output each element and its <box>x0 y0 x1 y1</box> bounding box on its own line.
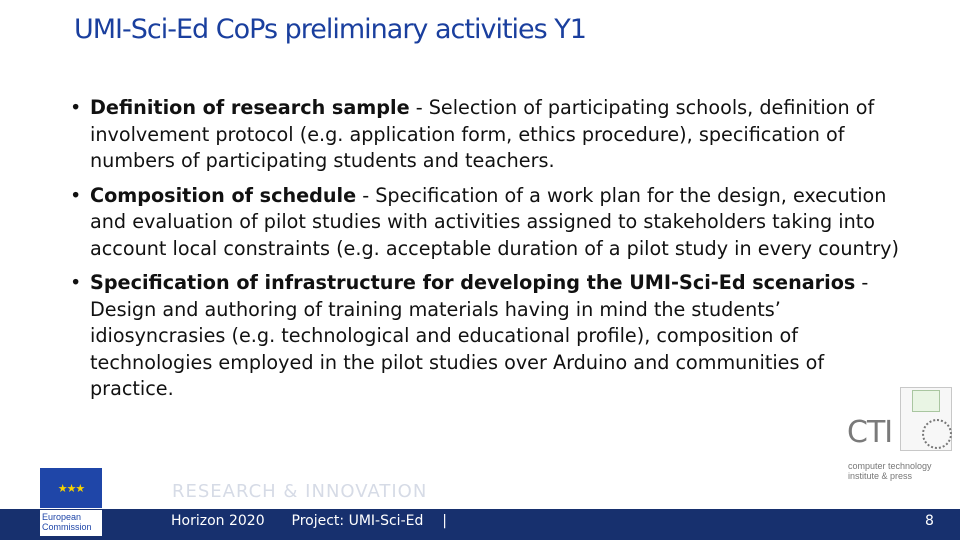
building-icon <box>912 390 940 412</box>
footer-program: Horizon 2020 <box>171 513 265 529</box>
bullet-text: - Selection of participating schools, definition of involvement protocol (e.g. application form, ethics procedure), specification of numbers of participating students and teachers. <box>90 96 875 172</box>
bullet-heading: Specification of infrastructure for developing the UMI-Sci-Ed scenarios <box>90 271 856 294</box>
eu-stars-icon: ★★★ <box>57 482 85 495</box>
footer-bar <box>0 509 960 540</box>
cti-logo-text: CTI <box>847 415 893 450</box>
footer-project: Project: UMI-Sci-Ed <box>291 513 424 529</box>
footer-project-info <box>171 513 447 529</box>
bullet-item-research-sample <box>70 95 900 175</box>
page-number: 8 <box>925 513 934 529</box>
european-commission-logo <box>40 468 102 536</box>
footer-separator: | <box>442 513 447 529</box>
gear-icon <box>922 419 952 449</box>
bullet-text: - Specification of a work plan for the design, execution and evaluation of pilot studies with activities assigned to stakeholders taking into account local constraints (e.g. acceptable duration of a pilot study in every country) <box>90 183 899 260</box>
bullet-heading: Definition of research sample <box>90 96 410 119</box>
bullet-heading: Composition of schedule <box>90 183 357 207</box>
footer-watermark: RESEARCH & INNOVATION <box>172 481 428 502</box>
bullet-text: - Design and authoring of training materials having in mind the students’ idiosyncrasies (e.g. technological and educational profile), composition of technologies employed in the pilot studies over Arduino and communities of practice. <box>90 271 869 400</box>
bullet-list <box>70 95 900 411</box>
bullet-item-infrastructure <box>70 270 900 403</box>
bullet-item-schedule <box>70 183 900 263</box>
cti-logo-subtitle: computer technology institute & press <box>848 461 932 481</box>
eu-flag-icon <box>40 468 102 508</box>
slide-title: UMI-Sci-Ed CoPs preliminary activities Y1 <box>74 14 586 45</box>
eu-logo-text: European Commission <box>40 510 102 536</box>
